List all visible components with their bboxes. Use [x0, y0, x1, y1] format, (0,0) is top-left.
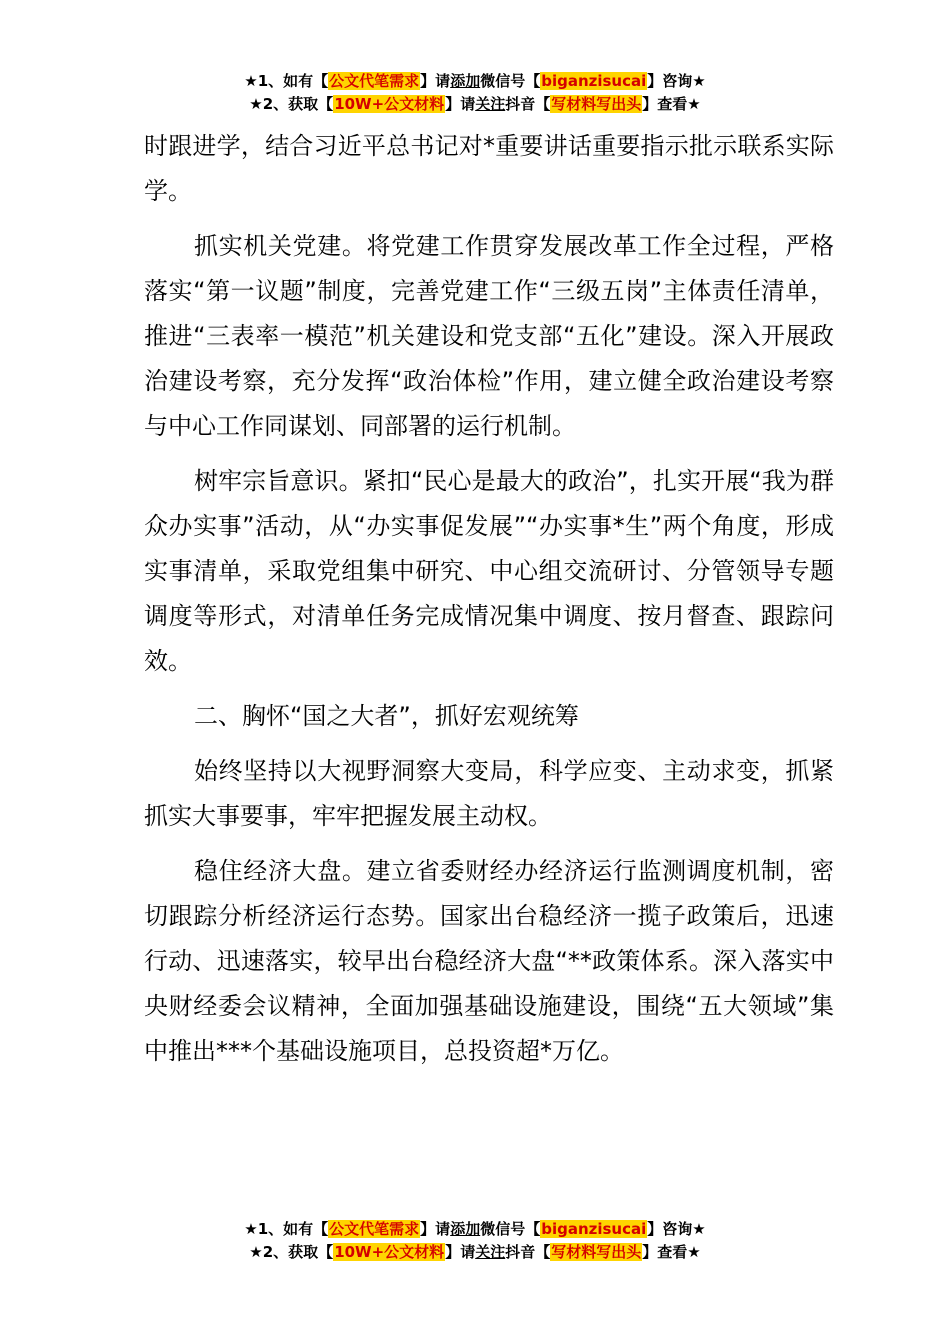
underlined-text: 添加: [450, 1220, 481, 1238]
footer-banner: [0, 1218, 950, 1264]
footer-line-2: [0, 1241, 950, 1264]
footer-text: 】查看★: [642, 1243, 701, 1261]
paragraph: 时跟进学，结合习近平总书记对*重要讲话重要指示批示联系实际学。: [144, 132, 834, 205]
section-heading: 二、胸怀“国之大者”，抓好宏观统筹: [194, 702, 579, 730]
header-banner: [0, 70, 950, 116]
underlined-text: 添加: [450, 72, 481, 90]
underlined-text: 关注: [475, 1243, 506, 1261]
wechat-id-highlight: biganzisucai: [541, 72, 647, 90]
paragraph: 始终坚持以大视野洞察大变局，科学应变、主动求变，抓紧抓实大事要事，牢牢把握发展主动权。: [144, 757, 834, 830]
douyin-id-highlight: 写材料写出头: [551, 95, 642, 113]
header-text: 】请: [445, 95, 476, 113]
footer-text: 】请: [445, 1243, 476, 1261]
underlined-text: 关注: [475, 95, 506, 113]
footer-text: 抖音【: [505, 1243, 551, 1261]
document-body: [144, 124, 834, 1084]
header-line-1: [0, 70, 950, 93]
footer-text: ★2、获取【: [249, 1243, 334, 1261]
header-text: 】查看★: [642, 95, 701, 113]
header-text: ★2、获取【: [249, 95, 334, 113]
header-line-2: [0, 93, 950, 116]
highlight-label: 公文代笔需求: [329, 1220, 420, 1238]
paragraph: 树牢宗旨意识。紧扣“民心是最大的政治”，扎实开展“我为群众办实事”活动，从“办实事促发展”“办实事*生”两个角度，形成实事清单，采取党组集中研究、中心组交流研讨、分管领导专题调度等形式，对清单任务完成情况集中调度、按月督查、跟踪问效。: [144, 467, 834, 675]
wechat-id-highlight: biganzisucai: [541, 1220, 647, 1238]
header-text: 】请: [420, 72, 451, 90]
footer-text: 微信号【: [480, 1220, 541, 1238]
footer-line-1: [0, 1218, 950, 1241]
header-text: 微信号【: [480, 72, 541, 90]
highlight-label: 10W+公文材料: [334, 1243, 445, 1261]
header-text: ★1、如有【: [244, 72, 329, 90]
header-text: 】咨询★: [647, 72, 706, 90]
highlight-label: 10W+公文材料: [334, 95, 445, 113]
douyin-id-highlight: 写材料写出头: [551, 1243, 642, 1261]
highlight-label: 公文代笔需求: [329, 72, 420, 90]
footer-text: 】请: [420, 1220, 451, 1238]
paragraph: 抓实机关党建。将党建工作贯穿发展改革工作全过程，严格落实“第一议题”制度，完善党建工作“三级五岗”主体责任清单，推进“三表率一模范”机关建设和党支部“五化”建设。深入开展政治建设考察，充分发挥“政治体检”作用，建立健全政治建设考察与中心工作同谋划、同部署的运行机制。: [144, 232, 834, 440]
footer-text: 】咨询★: [647, 1220, 706, 1238]
header-text: 抖音【: [505, 95, 551, 113]
footer-text: ★1、如有【: [244, 1220, 329, 1238]
paragraph: 稳住经济大盘。建立省委财经办经济运行监测调度机制，密切跟踪分析经济运行态势。国家出台稳经济一揽子政策后，迅速行动、迅速落实，较早出台稳经济大盘“**政策体系。深入落实中央财经委会议精神，全面加强基础设施建设，围绕“五大领域”集中推出***个基础设施项目，总投资超*万亿。: [144, 857, 834, 1065]
